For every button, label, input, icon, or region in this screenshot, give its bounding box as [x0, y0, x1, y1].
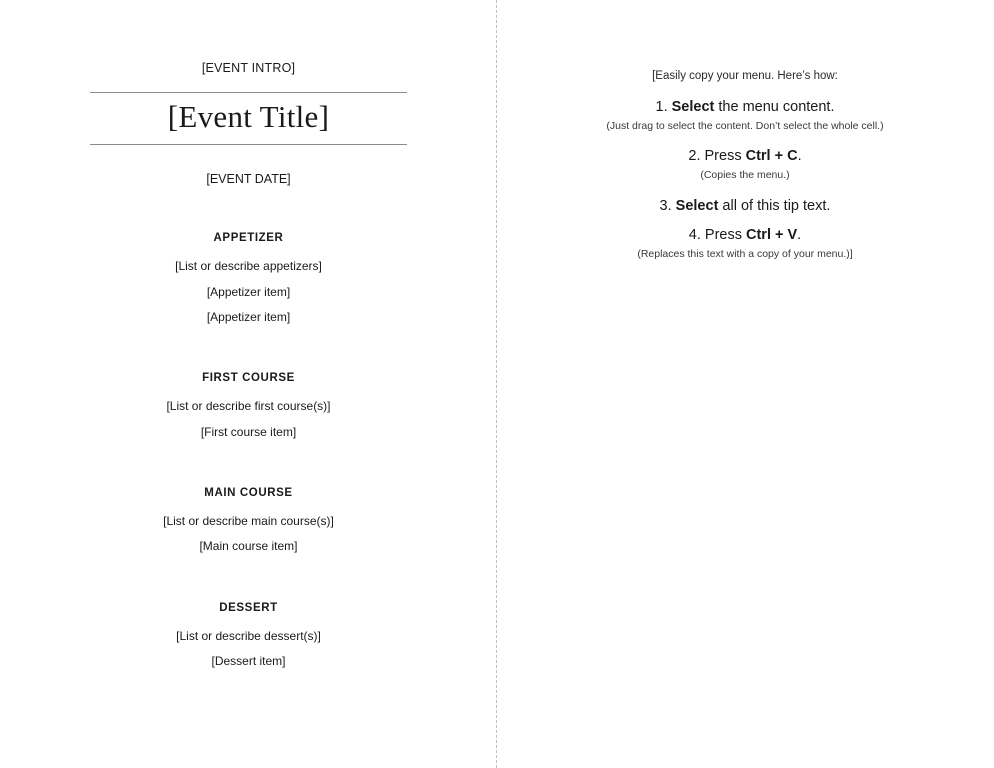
course-item[interactable]: [First course item]	[200, 424, 297, 439]
event-intro-text[interactable]: [EVENT INTRO]	[201, 61, 296, 75]
event-title[interactable]: [Event Title]	[167, 98, 330, 134]
tip-step-2-bold: Ctrl + C	[745, 148, 798, 165]
course-section-appetizer	[90, 232, 407, 326]
course-heading[interactable]: MAIN COURSE	[204, 487, 293, 500]
tip-step-4[interactable]	[600, 226, 890, 246]
tip-step-1-bold: Select	[671, 99, 715, 116]
course-item[interactable]: [Dessert item]	[211, 654, 286, 669]
course-item[interactable]: [Main course item]	[199, 539, 298, 554]
tip-step-3-bold: Select	[675, 197, 719, 214]
tip-step-2-note: (Copies the menu.)	[700, 168, 790, 181]
tip-step-4-note: (Replaces this text with a copy of your menu.)]	[637, 247, 853, 260]
tip-step-4-rest: .	[797, 227, 802, 244]
course-section-first-course	[90, 372, 407, 441]
fold-divider	[496, 0, 497, 768]
tip-step-3-number: 3.	[659, 197, 676, 214]
tip-step-1[interactable]	[600, 98, 890, 118]
tip-step-1-number: 1.	[655, 99, 672, 116]
course-item[interactable]: [List or describe first course(s)]	[166, 399, 331, 414]
course-heading[interactable]: DESSERT	[219, 601, 278, 614]
tip-step-3[interactable]	[600, 197, 890, 217]
course-item[interactable]: [Appetizer item]	[206, 309, 291, 324]
tip-step-4-number: 4. Press	[688, 227, 746, 244]
tip-step-2[interactable]	[600, 147, 890, 167]
tip-intro-text[interactable]: [Easily copy your menu. Here’s how:	[652, 70, 838, 82]
tip-step-3-rest: all of this tip text.	[718, 197, 831, 214]
course-item[interactable]: [List or describe main course(s)]	[163, 514, 334, 529]
course-section-main-course	[90, 487, 407, 556]
menu-panel	[90, 60, 407, 671]
tip-spacer	[600, 216, 890, 226]
tip-step-4-bold: Ctrl + V	[746, 227, 798, 244]
course-item[interactable]: [List or describe dessert(s)]	[176, 628, 321, 643]
course-heading[interactable]: FIRST COURSE	[202, 372, 295, 385]
tip-spacer	[600, 133, 890, 147]
course-item[interactable]: [List or describe appetizers]	[175, 259, 322, 274]
course-heading[interactable]: APPETIZER	[213, 232, 284, 245]
course-item[interactable]: [Appetizer item]	[206, 284, 291, 299]
course-section-dessert	[90, 602, 407, 671]
event-date-text[interactable]: [EVENT DATE]	[206, 172, 291, 187]
tip-step-2-number: 2. Press	[688, 148, 746, 165]
tip-step-1-rest: the menu content.	[714, 99, 835, 116]
tip-step-1-note: (Just drag to select the content. Don’t select the whole cell.)	[606, 119, 884, 132]
tip-panel	[600, 68, 890, 261]
tip-step-2-rest: .	[797, 148, 802, 165]
tip-spacer	[600, 183, 890, 197]
event-title-block	[90, 92, 407, 146]
